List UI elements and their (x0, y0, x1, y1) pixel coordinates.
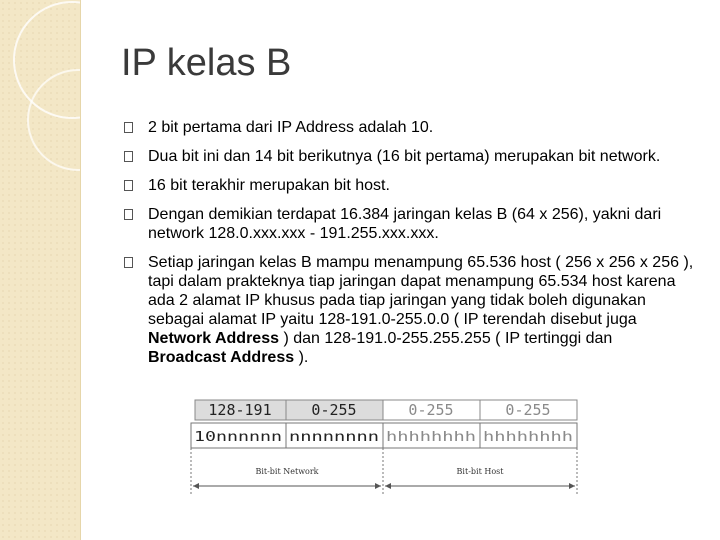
bullet-box-icon (124, 151, 133, 162)
decorative-side-band (0, 0, 81, 540)
range-label: 0-255 (505, 401, 551, 419)
bullet-text: Dengan demikian terdapat 16.384 jaringan kelas B (64 x 256), yakni dari network 128.0.xxx.xxx - 191.255.xxx.xxx. (148, 206, 662, 242)
decorative-circles (0, 0, 80, 540)
range-label: 128-191 (208, 401, 272, 419)
bit-label: hhhhhhhh (483, 430, 573, 445)
bullet-box-icon (124, 180, 133, 191)
bullet-text: 16 bit terakhir merupakan bit host. (148, 177, 390, 194)
bullet-box-icon (124, 257, 133, 268)
class-b-bit-diagram (189, 398, 583, 494)
bullet-item (124, 147, 694, 166)
bullet-item (124, 205, 694, 243)
bullet-text (148, 254, 693, 366)
network-address-term: Network Address (148, 330, 279, 347)
bit-label: hhhhhhhh (386, 430, 476, 445)
bullet-box-icon (124, 209, 133, 220)
network-bits-label: Bit-bit Network (255, 467, 319, 476)
bullet-box-icon (124, 122, 133, 133)
host-bits-label: Bit-bit Host (456, 467, 504, 476)
range-label: 0-255 (311, 401, 357, 419)
bullet-text-part: ). (294, 349, 309, 366)
bullet-text-part: ) dan 128-191.0-255.255.255 ( IP tertinggi dan (279, 330, 613, 347)
bullet-item (124, 253, 694, 367)
bullet-text: 2 bit pertama dari IP Address adalah 10. (148, 119, 434, 136)
bullet-item (124, 118, 694, 137)
slide-title: IP kelas B (121, 42, 292, 84)
bullet-text: Dua bit ini dan 14 bit berikutnya (16 bit pertama) merupakan bit network. (148, 148, 661, 165)
bullet-list (124, 118, 694, 367)
bit-label: 10nnnnnn (194, 430, 282, 445)
bullet-text-part: Setiap jaringan kelas B mampu menampung 65.536 host ( 256 x 256 x 256 ), tapi dalam prakteknya tiap jaringan dapat menampung 65.534 host karena ada 2 alamat IP khusus pada tiap jaringan yang tidak boleh digunakan sebagai alamat IP yaitu 128-191.0-255.0.0 ( IP terendah disebut juga (148, 254, 694, 328)
bullet-item (124, 176, 694, 195)
broadcast-address-term: Broadcast Address (148, 349, 295, 366)
bit-label: nnnnnnnn (289, 430, 379, 445)
range-label: 0-255 (408, 401, 454, 419)
